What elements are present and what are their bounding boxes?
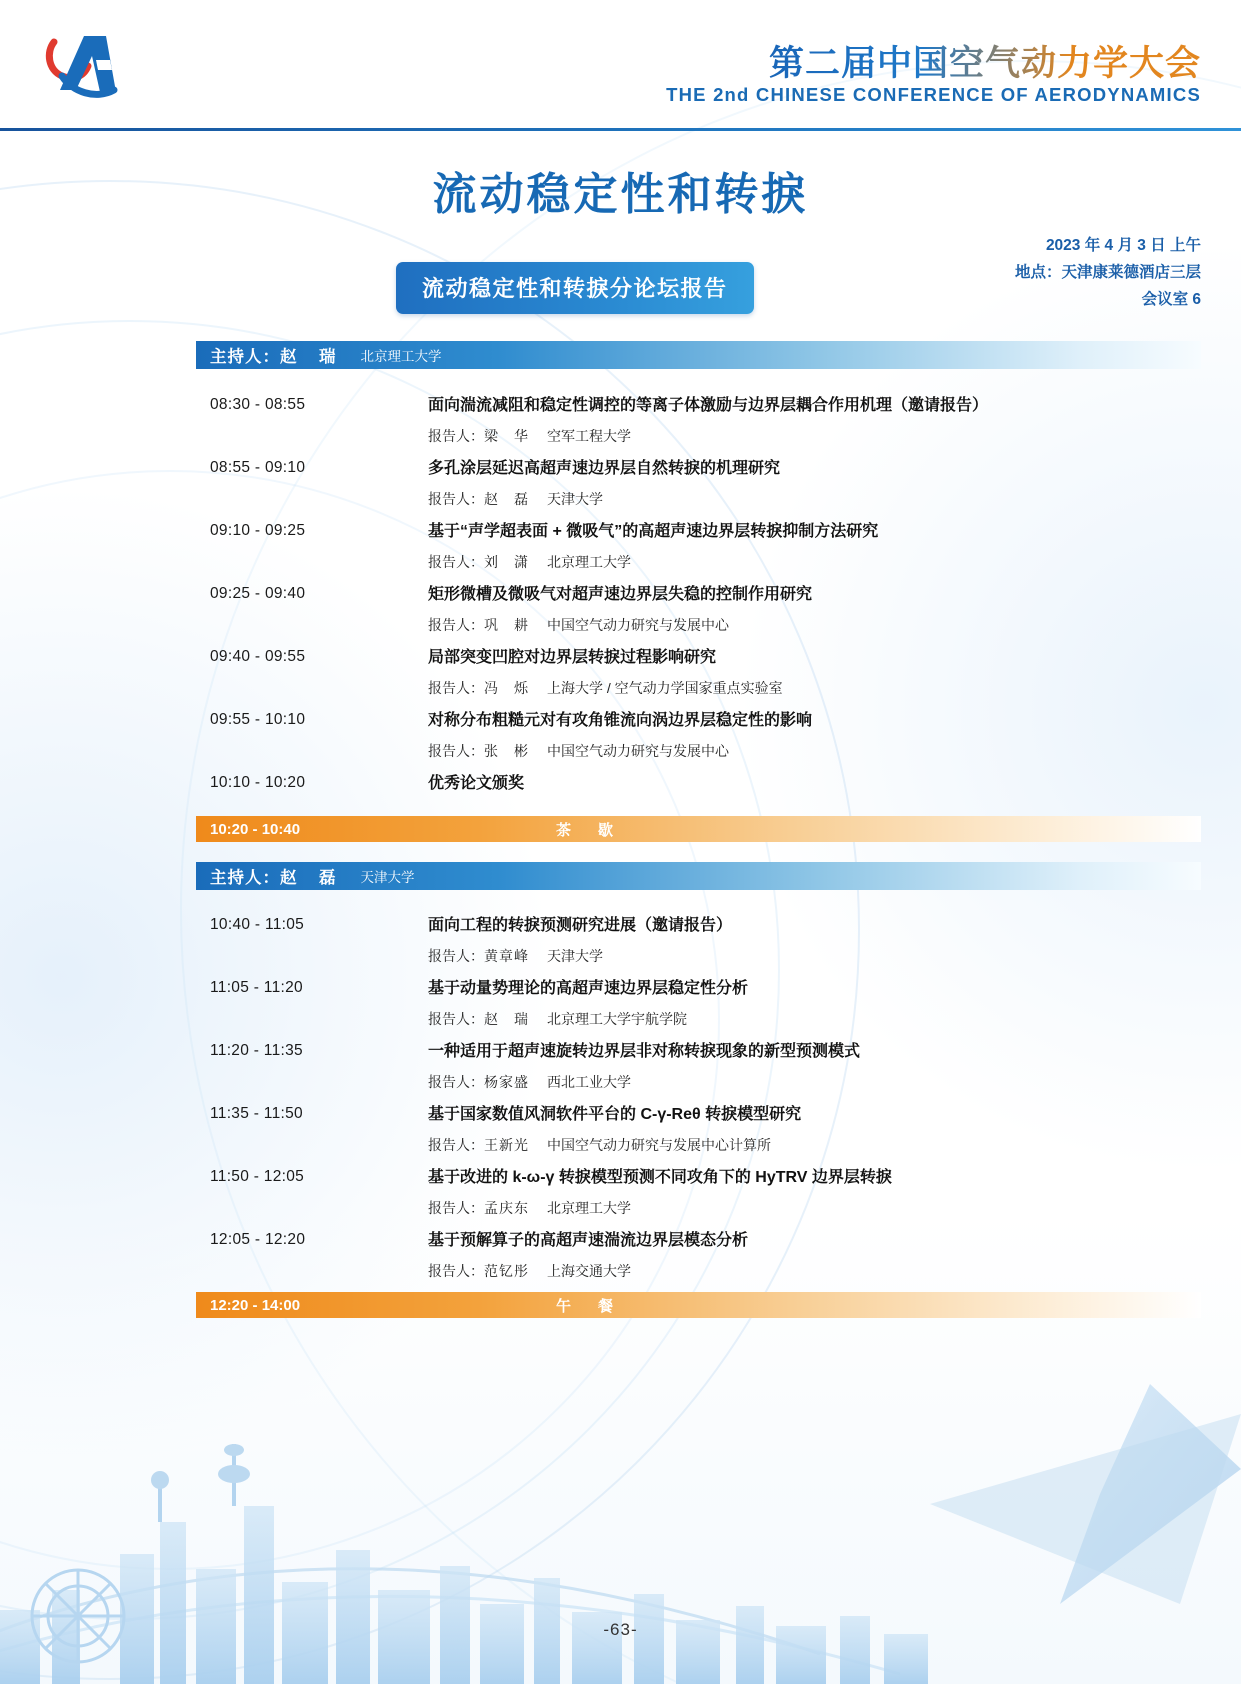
cca-logo-icon <box>40 30 132 108</box>
speaker-label: 报告人： <box>428 554 484 570</box>
chair-bar-2 <box>196 862 1201 890</box>
talk-time: 09:55 - 10:10 <box>210 711 306 728</box>
chair-name: 赵 磊 <box>280 869 339 887</box>
meta-venue: 地点：天津康莱德酒店三层 <box>1014 264 1201 282</box>
speaker-label: 报告人： <box>428 1263 484 1279</box>
break-name: 茶 歇 <box>556 821 620 839</box>
break-bar-tea <box>196 816 1201 842</box>
talk-speaker <box>428 1135 1188 1155</box>
talk-title: 一种适用于超声速旋转边界层非对称转捩现象的新型预测模式 <box>428 1043 861 1060</box>
session-badge: 流动稳定性和转捩分论坛报告 <box>396 262 754 314</box>
chair-name: 赵 瑞 <box>280 348 339 366</box>
speaker-affiliation: 北京理工大学 <box>547 1200 631 1216</box>
talk-speaker <box>428 1198 1188 1218</box>
speaker-affiliation: 空军工程大学 <box>547 428 631 444</box>
talk-time: 11:05 - 11:20 <box>210 979 303 996</box>
talk-title: 对称分布粗糙元对有攻角锥流向涡边界层稳定性的影响 <box>428 712 813 729</box>
talk-time: 09:10 - 09:25 <box>210 522 306 539</box>
speaker-name: 杨家盛 <box>484 1074 529 1090</box>
speaker-label: 报告人： <box>428 1137 484 1153</box>
page-number: -63- <box>603 1620 638 1639</box>
talk-speaker <box>428 741 1188 761</box>
speaker-affiliation: 中国空气动力研究与发展中心计算所 <box>547 1137 771 1153</box>
speaker-name: 黄章峰 <box>484 948 529 964</box>
chair-affiliation: 北京理工大学 <box>360 349 442 364</box>
talk-speaker <box>428 1261 1188 1281</box>
speaker-label: 报告人： <box>428 1011 484 1027</box>
speaker-affiliation: 天津大学 <box>547 491 603 507</box>
talk-time: 08:30 - 08:55 <box>210 396 306 413</box>
talk-time: 10:40 - 11:05 <box>210 916 305 933</box>
speaker-label: 报告人： <box>428 743 484 759</box>
speaker-name: 梁 华 <box>484 428 529 444</box>
header-divider <box>0 128 1241 131</box>
talk-title: 多孔涂层延迟高超声速边界层自然转捩的机理研究 <box>428 460 781 477</box>
break-time: 12:20 - 14:00 <box>210 1296 301 1314</box>
talk-title: 局部突变凹腔对边界层转捩过程影响研究 <box>428 649 717 666</box>
speaker-name: 范钇彤 <box>484 1263 529 1279</box>
page-title: 流动稳定性和转捩 <box>432 170 809 219</box>
talk-title: 面向湍流减阻和稳定性调控的等离子体激励与边界层耦合作用机理（邀请报告） <box>428 397 989 414</box>
talk-title: 面向工程的转捩预测研究进展（邀请报告） <box>428 917 733 934</box>
speaker-name: 赵 磊 <box>484 491 529 507</box>
talk-speaker <box>428 489 1188 509</box>
talk-title: 基于改进的 k-ω-γ 转捩模型预测不同攻角下的 HyTRV 边界层转捩 <box>428 1169 892 1186</box>
talk-time: 11:35 - 11:50 <box>210 1105 303 1122</box>
chair-label: 主持人： <box>210 348 280 366</box>
speaker-affiliation: 西北工业大学 <box>547 1074 631 1090</box>
speaker-name: 巩 耕 <box>484 617 529 633</box>
chair-label: 主持人： <box>210 869 280 887</box>
speaker-affiliation: 上海大学 / 空气动力学国家重点实验室 <box>547 680 783 696</box>
speaker-name: 赵 瑞 <box>484 1011 529 1027</box>
speaker-affiliation: 中国空气动力研究与发展中心 <box>547 743 729 759</box>
speaker-affiliation: 北京理工大学宇航学院 <box>547 1011 687 1027</box>
break-bar-lunch <box>196 1292 1201 1318</box>
speaker-label: 报告人： <box>428 1200 484 1216</box>
talk-speaker <box>428 426 1188 446</box>
talk-title: 基于预解算子的高超声速湍流边界层模态分析 <box>428 1232 749 1249</box>
speaker-name: 刘 潇 <box>484 554 529 570</box>
meta-date: 2023 年 4 月 3 日 上午 <box>1045 237 1201 254</box>
speaker-affiliation: 北京理工大学 <box>547 554 631 570</box>
talk-time: 09:40 - 09:55 <box>210 648 306 665</box>
talk-title: 优秀论文颁奖 <box>428 775 525 792</box>
talk-speaker <box>428 1072 1188 1092</box>
talk-title: 基于“声学超表面 + 微吸气”的高超声速边界层转捩抑制方法研究 <box>428 523 879 540</box>
speaker-name: 冯 烁 <box>484 680 529 696</box>
talk-speaker <box>428 678 1188 698</box>
talk-speaker <box>428 946 1188 966</box>
session-meta <box>1015 232 1201 313</box>
talk-speaker <box>428 552 1188 572</box>
chair-bar-1 <box>196 341 1201 369</box>
page-header <box>0 0 1241 131</box>
break-time: 10:20 - 10:40 <box>210 820 301 838</box>
talk-time: 09:25 - 09:40 <box>210 585 306 602</box>
talk-title: 基于国家数值风洞软件平台的 C-γ-Reθ 转捩模型研究 <box>428 1106 802 1123</box>
speaker-affiliation: 上海交通大学 <box>547 1263 631 1279</box>
conference-title-cn: 第二届中国空气动力学大会 <box>769 36 1201 86</box>
chair-affiliation: 天津大学 <box>360 870 415 885</box>
talk-time: 11:20 - 11:35 <box>210 1042 303 1059</box>
speaker-label: 报告人： <box>428 428 484 444</box>
speaker-affiliation: 中国空气动力研究与发展中心 <box>547 617 729 633</box>
speaker-label: 报告人： <box>428 1074 484 1090</box>
talk-speaker <box>428 1009 1188 1029</box>
speaker-name: 张 彬 <box>484 743 529 759</box>
talk-title: 矩形微槽及微吸气对超声速边界层失稳的控制作用研究 <box>428 586 813 603</box>
speaker-name: 王新光 <box>484 1137 529 1153</box>
speaker-label: 报告人： <box>428 617 484 633</box>
meta-room: 会议室 6 <box>1141 291 1201 309</box>
talk-time: 08:55 - 09:10 <box>210 459 306 476</box>
break-name: 午 餐 <box>556 1297 620 1315</box>
speaker-label: 报告人： <box>428 680 484 696</box>
speaker-label: 报告人： <box>428 491 484 507</box>
conference-title-en: THE 2nd CHINESE CONFERENCE OF AERODYNAMICS <box>666 84 1201 105</box>
speaker-name: 孟庆东 <box>484 1200 529 1216</box>
speaker-affiliation: 天津大学 <box>547 948 603 964</box>
talk-speaker <box>428 615 1188 635</box>
speaker-label: 报告人： <box>428 948 484 964</box>
talk-title: 基于动量势理论的高超声速边界层稳定性分析 <box>428 980 749 997</box>
talk-time: 12:05 - 12:20 <box>210 1231 306 1248</box>
talk-time: 11:50 - 12:05 <box>210 1168 305 1185</box>
talk-time: 10:10 - 10:20 <box>210 774 306 791</box>
